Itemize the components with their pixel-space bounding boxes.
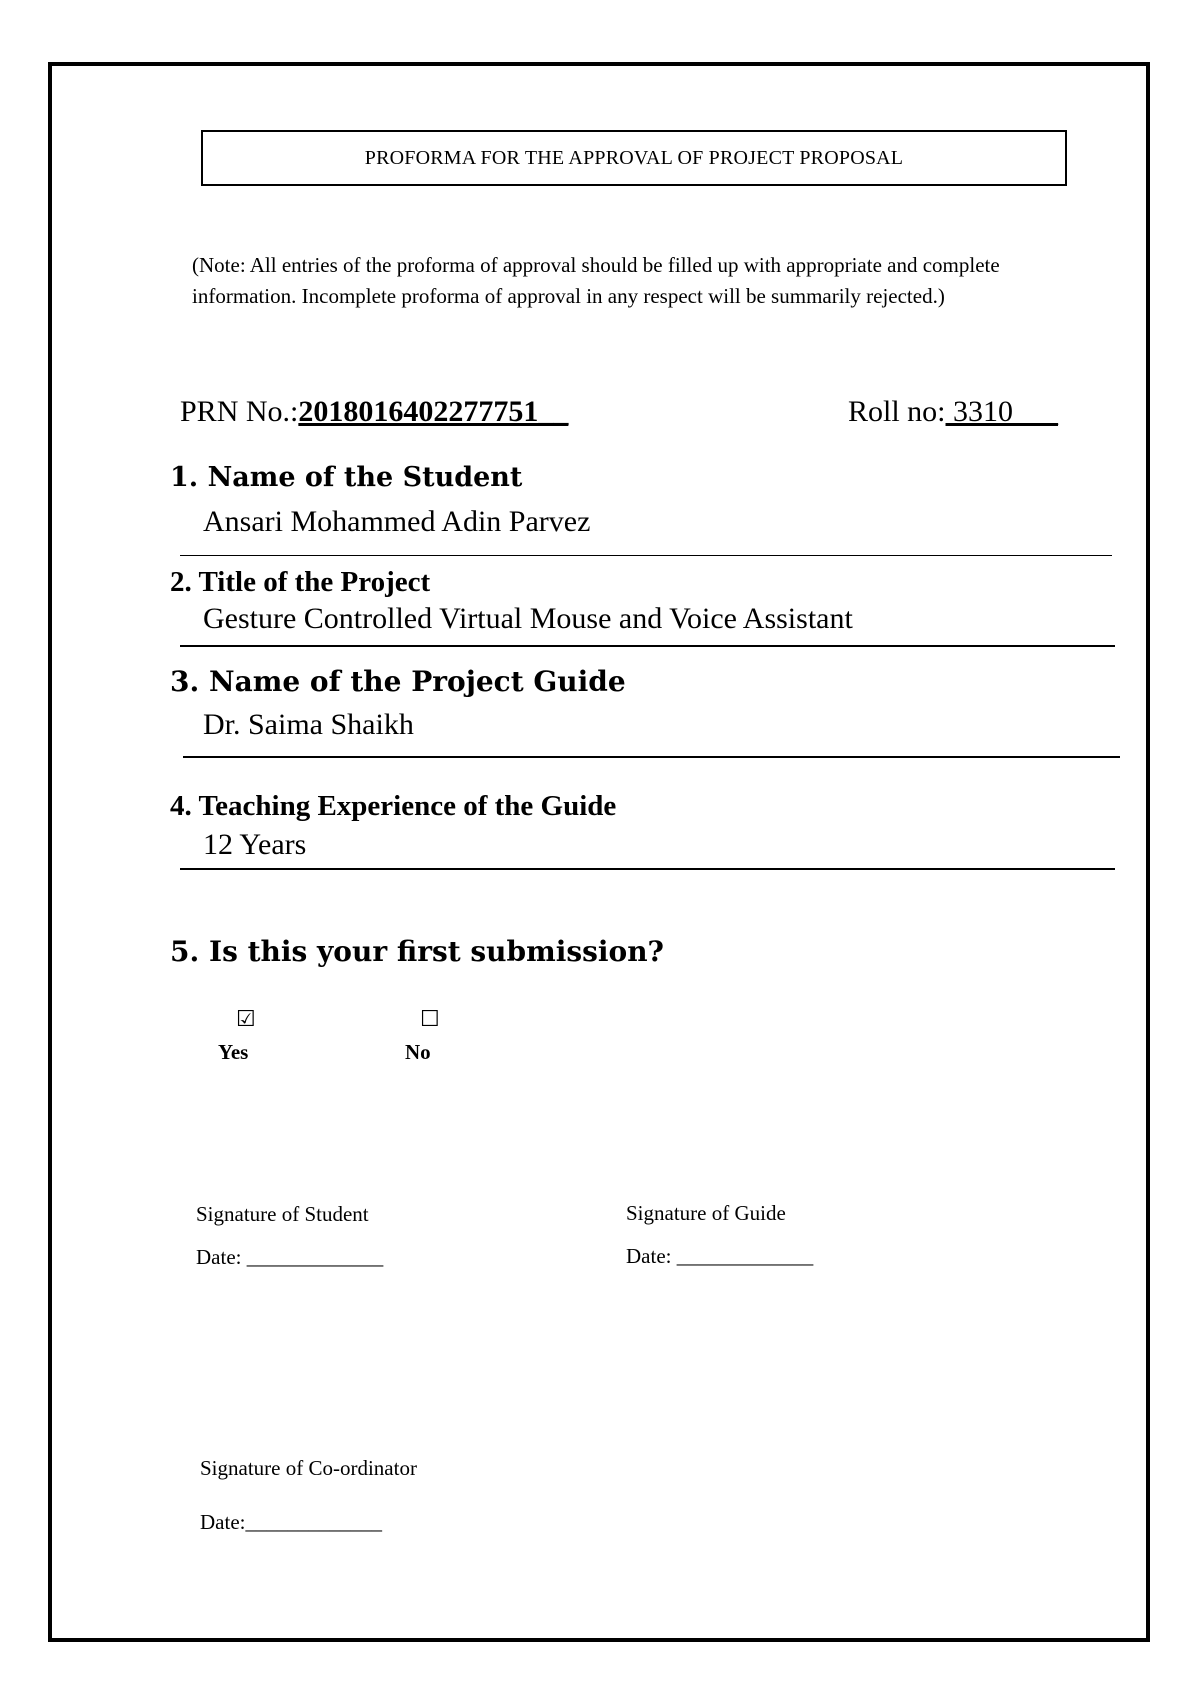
divider (180, 555, 1112, 556)
section-1-heading: 1. Name of the Student (170, 462, 523, 493)
guide-name: Dr. Saima Shaikh (203, 708, 414, 741)
instruction-note: (Note: All entries of the proforma of approval should be filled up with appropriate and complete information. Incomplete proforma of approval in any respect will be summarily rejected.) (192, 253, 1000, 308)
roll-value: 3310___ (945, 395, 1059, 428)
guide-signature-label: Signature of Guide (626, 1201, 786, 1225)
form-title: PROFORMA FOR THE APPROVAL OF PROJECT PROPOSAL (201, 130, 1067, 186)
no-checkbox[interactable]: ☐ (420, 1007, 440, 1032)
guide-date: Date: _____________ (626, 1244, 814, 1268)
coordinator-date: Date:_____________ (200, 1510, 382, 1534)
prn-field (180, 395, 568, 429)
guide-experience: 12 Years (203, 828, 307, 861)
section-5-heading: 5. Is this your first submission? (170, 935, 664, 968)
divider (180, 868, 1115, 870)
yes-label: Yes (218, 1040, 249, 1064)
no-label: No (405, 1040, 431, 1064)
yes-checkbox[interactable]: ☑ (236, 1007, 256, 1032)
student-date: Date: _____________ (196, 1245, 384, 1269)
roll-field (848, 395, 1058, 429)
project-title: Gesture Controlled Virtual Mouse and Voice Assistant (203, 602, 853, 635)
section-3-heading: 3. Name of the Project Guide (170, 665, 626, 698)
prn-label: PRN No.: (180, 395, 299, 428)
section-4-heading: 4. Teaching Experience of the Guide (170, 790, 617, 822)
section-2-heading: 2. Title of the Project (170, 566, 431, 598)
student-signature-label: Signature of Student (196, 1202, 369, 1226)
divider (183, 756, 1120, 758)
prn-value: 2018016402277751__ (298, 395, 569, 428)
student-name: Ansari Mohammed Adin Parvez (203, 505, 591, 538)
roll-label: Roll no: (848, 395, 946, 428)
coordinator-signature-label: Signature of Co-ordinator (200, 1456, 417, 1480)
divider (180, 645, 1115, 647)
